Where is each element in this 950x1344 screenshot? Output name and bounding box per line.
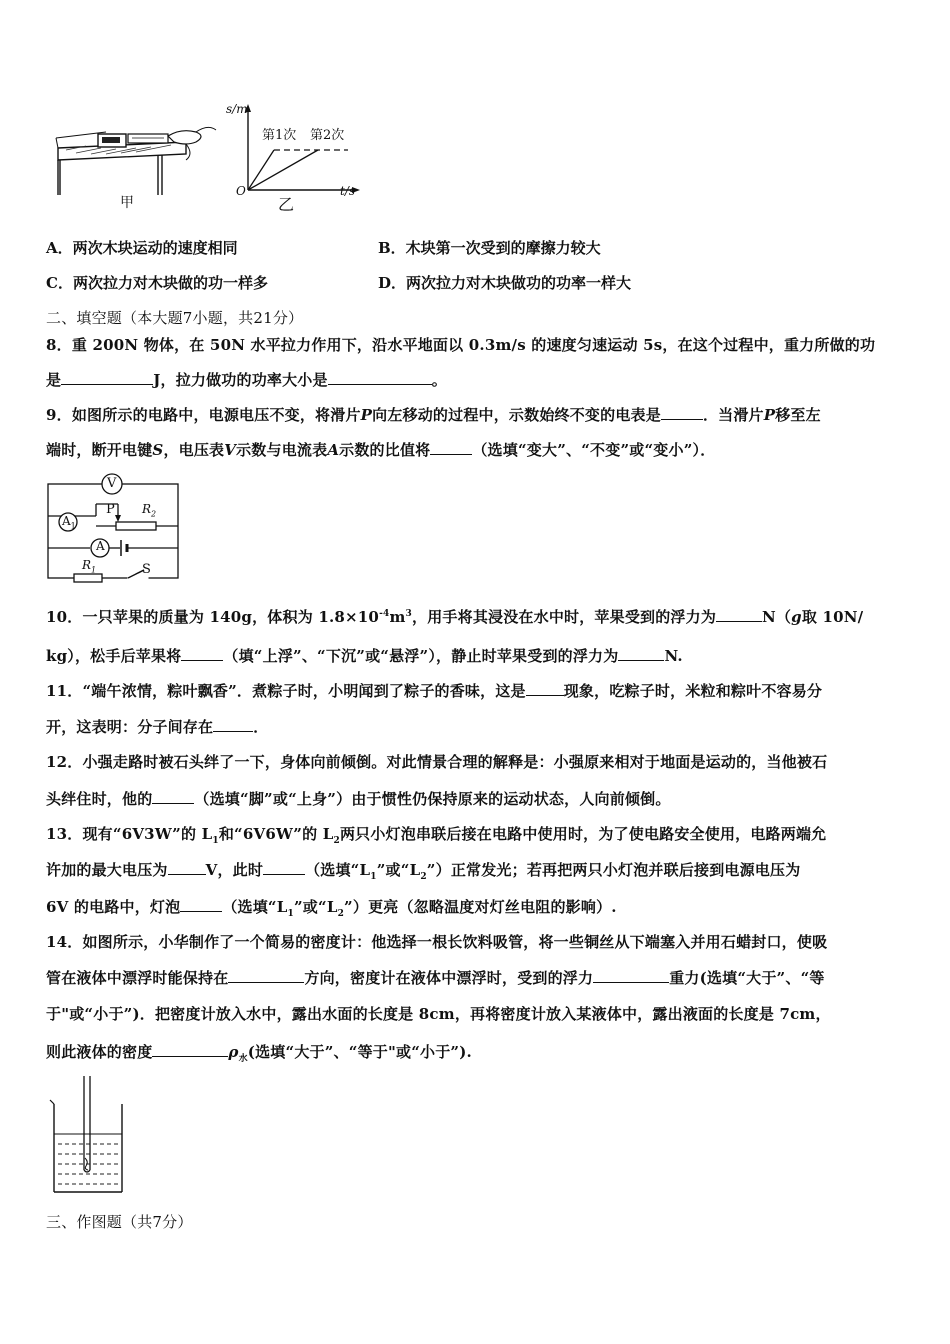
circuit-ammeter1-label: $A_1$: [62, 514, 76, 531]
axis-x-label: t/s: [340, 184, 356, 198]
q7-option-d: D．两次拉力对木块做功的功率一样大: [378, 274, 632, 292]
figure-label-yi: 乙: [278, 195, 295, 214]
q13-line1: 13．现有“6V3W”的 $L_1$和“6V6W”的 $L_2$两只小灯泡串联后接在电路中使用时，为了使电路安全使用，电路两端允: [46, 825, 827, 846]
q9-blank-2[interactable]: [430, 440, 472, 455]
legend-second: 第2次: [310, 128, 345, 143]
axis-origin-label: O: [236, 184, 246, 198]
q10-blank-3[interactable]: [618, 646, 664, 661]
q14-line3: 于"或“小于”)．把密度计放入水中，露出水面的长度是 8cm，再将密度计放入某液体中，露出液面的长度是 7cm，: [46, 1005, 831, 1023]
q8-blank-1[interactable]: [61, 370, 153, 385]
q7-option-b: B．木块第一次受到的摩擦力较大: [378, 239, 601, 257]
q14-blank-2[interactable]: [593, 968, 669, 983]
q13-blank-3[interactable]: [180, 897, 222, 912]
q11-line1: 11．“端午浓情，粽叶飘香”．煮粽子时，小明闻到了粽子的香味，这是 现象，吃粽子时，米粒和粽叶不容易分: [46, 682, 823, 700]
q11-line2: 开，这表明：分子间存在 ．: [46, 718, 269, 736]
q12-line2: 头绊住时，他的 （选填“脚”或“上身”）由于惯性仍保持原来的运动状态，人向前倾倒。: [46, 790, 671, 808]
axis-y-label: s/m: [226, 102, 248, 116]
q10-line1: 10．一只苹果的质量为 140g，体积为 $1.8\times 10^{-4}m^3$，用手将其浸没在水中时，苹果受到的浮力为 N（g取 10N/: [46, 608, 864, 626]
figure-label-jia: 甲: [120, 195, 134, 211]
q12-line1: 12．小强走路时被石头绊了一下，身体向前倾倒。对此情景合理的解释是：小强原来相对于地面是运动的，当他被石: [46, 753, 828, 771]
circuit-slider-p-label: P: [106, 502, 115, 517]
section3-title: 三、作图题（共7分）: [46, 1213, 193, 1231]
q14-line2: 管在液体中漂浮时能保持在 方向，密度计在液体中漂浮时，受到的浮力 重力(选填“大于”、“等: [46, 969, 825, 987]
densimeter-beaker-figure: [46, 1074, 130, 1198]
legend-first: 第1次: [262, 128, 297, 143]
figure-jia-wood-block: [46, 120, 226, 200]
circuit-r2-label: $R_2$: [142, 502, 157, 519]
q13-line3: 6V 的电路中，灯泡 （选填“$L_1$”或“$L_2$”）更亮（忽略温度对灯丝电阻的影响）.: [46, 898, 617, 919]
q11-blank-2[interactable]: [213, 717, 253, 732]
q14-blank-3[interactable]: [152, 1042, 228, 1057]
q8-line1: 8．重 200N 物体，在 50N 水平拉力作用下，沿水平地面以 0.3m/s 的速度匀速运动 5s，在这个过程中，重力所做的功: [46, 336, 876, 354]
section2-title: 二、填空题（本大题7小题，共21分）: [46, 309, 304, 327]
q8-line2: 是 J，拉力做功的功率大小是 。: [46, 371, 447, 389]
q13-line2: 许加的最大电压为 V，此时 （选填“$L_1$”或“$L_2$”）正常发光；若再把两只小灯泡并联后接到电源电压为: [46, 861, 801, 882]
q13-blank-1[interactable]: [168, 860, 206, 875]
q13-blank-2[interactable]: [263, 860, 305, 875]
circuit-switch-label: S: [142, 562, 151, 577]
q14-blank-1[interactable]: [228, 968, 304, 983]
q10-blank-2[interactable]: [181, 646, 223, 661]
q9-blank-1[interactable]: [661, 405, 703, 420]
q7-option-c: C．两次拉力对木块做的功一样多: [46, 274, 268, 292]
q9-line1: 9．如图所示的电路中，电源电压不变，将滑片P向左移动的过程中，示数始终不变的电表是 ．当滑片P移至左: [46, 406, 821, 424]
circuit-ammeter-label: A: [96, 539, 105, 553]
q12-blank-1[interactable]: [152, 789, 194, 804]
q7-option-a: A．两次木块运动的速度相同: [46, 239, 238, 257]
q14-line4: 则此液体的密度 $\rho_水$(选填“大于”、“等于"或“小于”).: [46, 1043, 472, 1064]
q14-line1: 14．如图所示，小华制作了一个简易的密度计：他选择一根长饮料吸管，将一些铜丝从下端塞入并用石蜡封口，使吸: [46, 933, 828, 951]
q9-line2: 端时，断开电键S，电压表V示数与电流表A示数的比值将 （选填“变大”、“不变”或“变小”）．: [46, 441, 716, 459]
circuit-voltmeter-label: V: [107, 476, 117, 491]
q10-line2: kg），松手后苹果将 （填“上浮”、“下沉”或“悬浮”），静止时苹果受到的浮力为 N.: [46, 647, 683, 665]
q8-blank-2[interactable]: [328, 370, 432, 385]
q11-blank-1[interactable]: [526, 681, 564, 696]
circuit-r1-label: $R_1$: [82, 558, 97, 575]
q10-blank-1[interactable]: [716, 607, 762, 622]
